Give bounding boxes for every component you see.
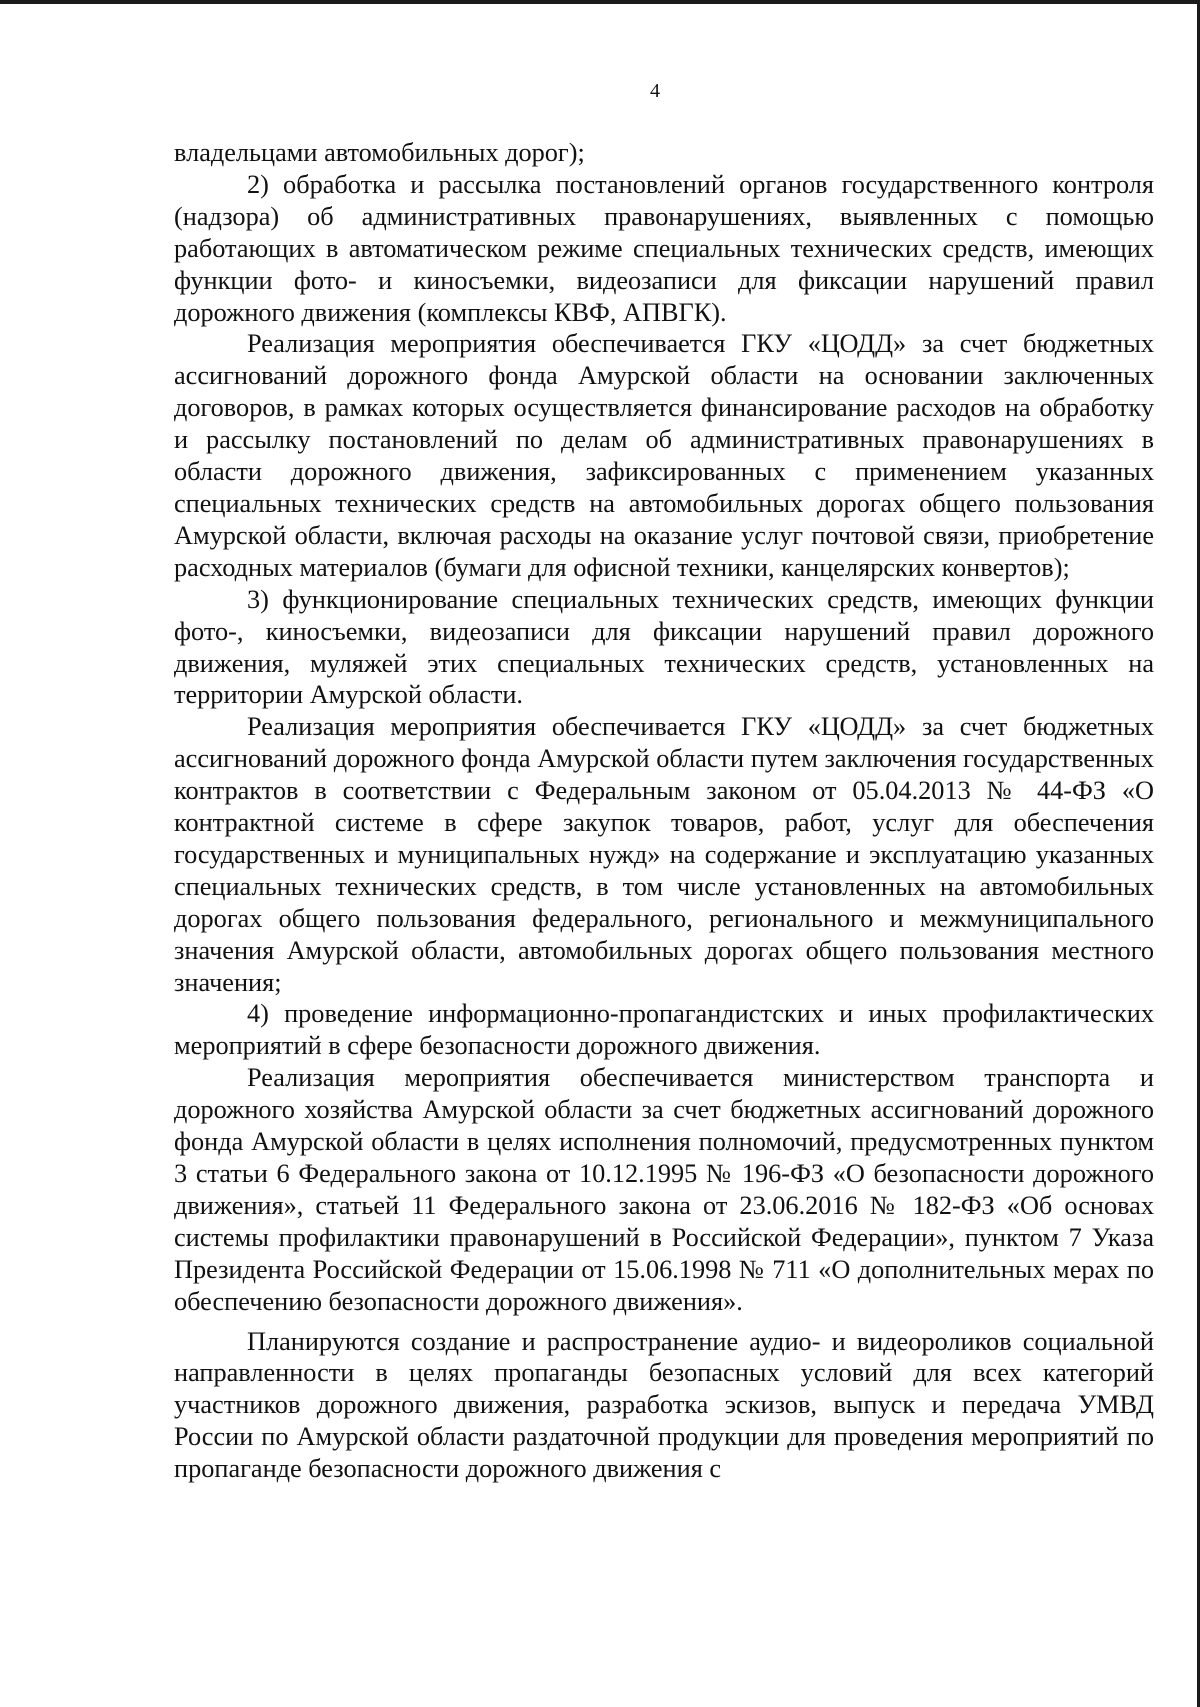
paragraph: Реализация мероприятия обеспечивается министерством транспорта и дорожного хозяйства Амурской области за счет бюджетных ассигнований дорожного фонда Амурской области в целях исполнения полномочий, предусмотренных пунктом 3 статьи 6 Федерального закона от 10.12.1995 № 196-ФЗ «О безопасности дорожного движения», статьей 11 Федерального закона от 23.06.2016 № 182-ФЗ «Об основах системы профилактики правонарушений в Российской Федерации», пунктом 7 Указа Президента Российской Федерации от 15.06.1998 № 711 «О дополнительных мерах по обеспечению безопасности дорожного движения». [174,1063,1154,1316]
document-body [174,137,1154,1485]
paragraph: владельцами автомобильных дорог); [174,138,585,167]
paragraph: 3) функционирование специальных технических средств, имеющих функции фото-, киносъемки, видеозаписи для фиксации нарушений правил дорожного движения, муляжей этих специальных технических средств, установленных на территории Амурской области. [174,584,1154,710]
scan-edge-top [0,0,1200,4]
paragraph: Реализация мероприятия обеспечивается ГКУ «ЦОДД» за счет бюджетных ассигнований дорожного фонда Амурской области на основании заключенных договоров, в рамках которых осуществляется финансирование расходов на обработку и рассылку постановлений по делам об административных правонарушениях в области дорожного движения, зафиксированных с применением указанных специальных технических средств на автомобильных дорогах общего пользования Амурской области, включая расходы на оказание услуг почтовой связи, приобретение расходных материалов (бумаги для офисной техники, канцелярских конвертов); [174,329,1154,582]
paragraph: Планируются создание и распространение аудио- и видеороликов социальной направленности в целях пропаганды безопасных условий для всех категорий участников дорожного движения, разработка эскизов, выпуск и передача УМВД России по Амурской области раздаточной продукции для проведения мероприятий по пропаганде безопасности дорожного движения с [174,1326,1154,1484]
paragraph: 4) проведение информационно-пропагандистских и иных профилактических мероприятий в сфере безопасности дорожного движения. [174,999,1154,1061]
page-number: 4 [650,80,660,102]
paragraph: 2) обработка и рассылка постановлений органов государственного контроля (надзора) об административных правонарушениях, выявленных с помощью работающих в автоматическом режиме специальных технических средств, имеющих функции фото- и киносъемки, видеозаписи для фиксации нарушений правил дорожного движения (комплексы КВФ, АПВГК). [174,169,1154,327]
paragraph: Реализация мероприятия обеспечивается ГКУ «ЦОДД» за счет бюджетных ассигнований дорожного фонда Амурской области путем заключения государственных контрактов в соответствии с Федеральным законом от 05.04.2013 № 44-ФЗ «О контрактной системе в сфере закупок товаров, работ, услуг для обеспечения государственных и муниципальных нужд» на содержание и эксплуатацию указанных специальных технических средств, в том числе установленных на автомобильных дорогах общего пользования федерального, регионального и межмуниципального значения Амурской области, автомобильных дорогах общего пользования местного значения; [174,712,1154,997]
